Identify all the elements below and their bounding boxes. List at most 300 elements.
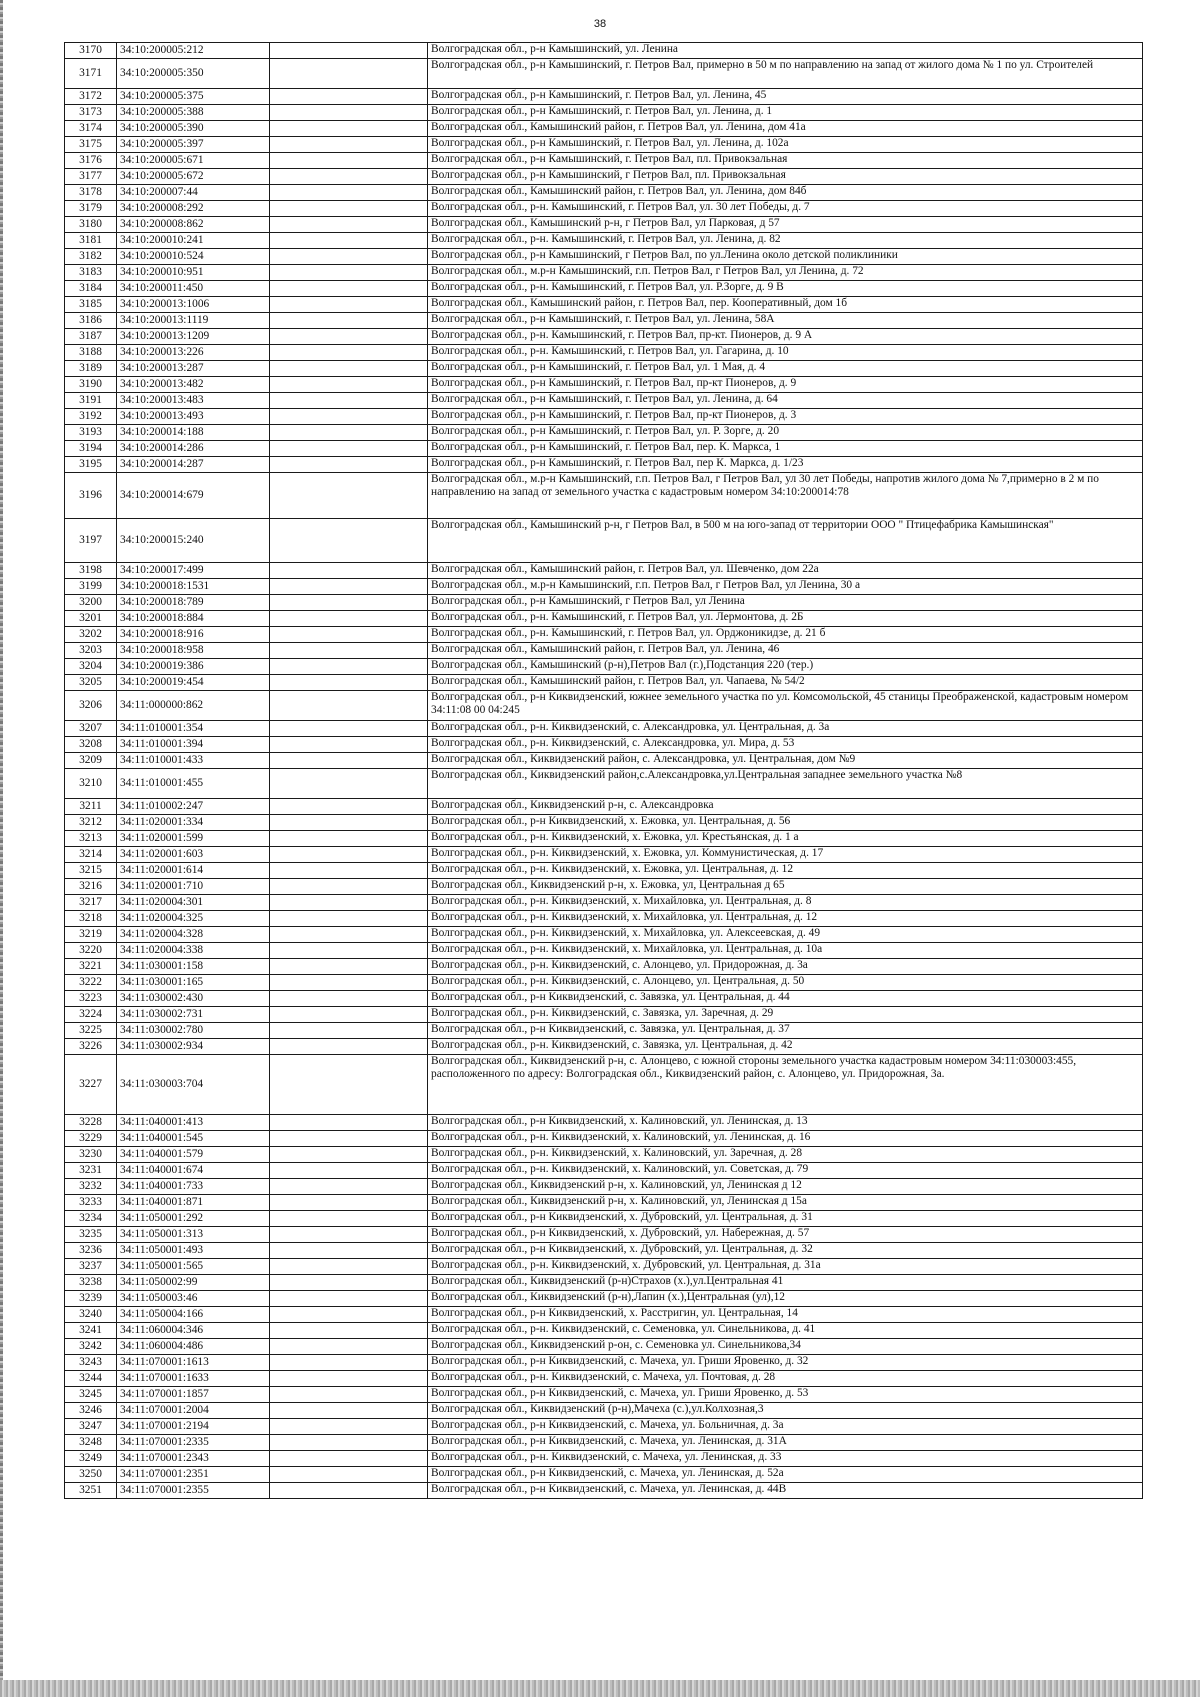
table-row <box>65 233 1143 249</box>
cadastral-number: 34:10:200013:493 <box>117 409 270 425</box>
row-number: 3228 <box>65 1115 117 1131</box>
table-row <box>65 1451 1143 1467</box>
address-cell: Волгоградская обл., р-н. Камышинский, г. Петров Вал, ул. Гагарина, д. 10 <box>428 345 1143 361</box>
empty-cell <box>270 799 428 815</box>
address-cell: Волгоградская обл., р-н. Камышинский, г. Петров Вал, ул. Р.Зорге, д. 9 В <box>428 281 1143 297</box>
row-number: 3208 <box>65 737 117 753</box>
cadastral-number: 34:11:000000:862 <box>117 691 270 721</box>
empty-cell <box>270 1007 428 1023</box>
row-number: 3236 <box>65 1243 117 1259</box>
row-number: 3197 <box>65 519 117 563</box>
empty-cell <box>270 1371 428 1387</box>
address-cell: Волгоградская обл., р-н Киквидзенский, х. Дубровский, ул. Центральная, д. 32 <box>428 1243 1143 1259</box>
table-row <box>65 519 1143 563</box>
table-row <box>65 393 1143 409</box>
table-row <box>65 345 1143 361</box>
row-number: 3170 <box>65 43 117 59</box>
empty-cell <box>270 1403 428 1419</box>
empty-cell <box>270 675 428 691</box>
address-cell: Волгоградская обл., р-н Камышинский, г. Петров Вал, пр-кт Пионеров, д. 9 <box>428 377 1143 393</box>
row-number: 3199 <box>65 579 117 595</box>
table-row <box>65 1023 1143 1039</box>
row-number: 3250 <box>65 1467 117 1483</box>
address-cell: Волгоградская обл., р-н. Киквидзенский, с. Алонцево, ул. Придорожная, д. 3а <box>428 959 1143 975</box>
empty-cell <box>270 737 428 753</box>
address-cell: Волгоградская обл., Камышинский (р-н),Петров Вал (г.),Подстанция 220 (тер.) <box>428 659 1143 675</box>
empty-cell <box>270 329 428 345</box>
row-number: 3183 <box>65 265 117 281</box>
cadastral-number: 34:10:200014:188 <box>117 425 270 441</box>
table-row <box>65 1211 1143 1227</box>
row-number: 3217 <box>65 895 117 911</box>
row-number: 3210 <box>65 769 117 799</box>
row-number: 3223 <box>65 991 117 1007</box>
cadastral-number: 34:11:010001:394 <box>117 737 270 753</box>
row-number: 3171 <box>65 59 117 89</box>
address-cell: Волгоградская обл., р-н Камышинский, г Петров Вал, по ул.Ленина около детской поликлиники <box>428 249 1143 265</box>
table-row <box>65 911 1143 927</box>
row-number: 3173 <box>65 105 117 121</box>
address-cell: Волгоградская обл., м.р-н Камышинский, г.п. Петров Вал, г Петров Вал, ул Ленина, 30 а <box>428 579 1143 595</box>
address-cell: Волгоградская обл., р-н. Киквидзенский, с. Алонцево, ул. Центральная, д. 50 <box>428 975 1143 991</box>
cadastral-number: 34:10:200007:44 <box>117 185 270 201</box>
empty-cell <box>270 265 428 281</box>
address-cell: Волгоградская обл., р-н Киквидзенский, с. Мачеха, ул. Больничная, д. 3а <box>428 1419 1143 1435</box>
empty-cell <box>270 457 428 473</box>
cadastral-number: 34:11:020004:301 <box>117 895 270 911</box>
address-cell: Волгоградская обл., Камышинский район, г. Петров Вал, ул. Ленина, 46 <box>428 643 1143 659</box>
table-row <box>65 1007 1143 1023</box>
empty-cell <box>270 611 428 627</box>
empty-cell <box>270 1023 428 1039</box>
cadastral-number: 34:11:040001:545 <box>117 1131 270 1147</box>
cadastral-number: 34:11:030002:780 <box>117 1023 270 1039</box>
cadastral-number: 34:11:020004:328 <box>117 927 270 943</box>
table-row <box>65 659 1143 675</box>
cadastral-number: 34:11:030003:704 <box>117 1055 270 1115</box>
row-number: 3241 <box>65 1323 117 1339</box>
row-number: 3172 <box>65 89 117 105</box>
address-cell: Волгоградская обл., р-н. Киквидзенский, с. Мачеха, ул. Ленинская, д. 33 <box>428 1451 1143 1467</box>
row-number: 3191 <box>65 393 117 409</box>
cadastral-number: 34:10:200018:789 <box>117 595 270 611</box>
cadastral-number: 34:10:200013:1006 <box>117 297 270 313</box>
address-cell: Волгоградская обл., р-н. Киквидзенский, с. Александровка, ул. Мира, д. 53 <box>428 737 1143 753</box>
address-cell: Волгоградская обл., р-н. Киквидзенский, х. Михайловка, ул. Центральная, д. 12 <box>428 911 1143 927</box>
table-row <box>65 105 1143 121</box>
empty-cell <box>270 1307 428 1323</box>
empty-cell <box>270 927 428 943</box>
table-row <box>65 137 1143 153</box>
empty-cell <box>270 879 428 895</box>
empty-cell <box>270 959 428 975</box>
cadastral-number: 34:10:200014:287 <box>117 457 270 473</box>
empty-cell <box>270 137 428 153</box>
table-row <box>65 1387 1143 1403</box>
row-number: 3239 <box>65 1291 117 1307</box>
cadastral-number: 34:10:200013:482 <box>117 377 270 393</box>
row-number: 3209 <box>65 753 117 769</box>
cadastral-number: 34:11:020004:338 <box>117 943 270 959</box>
address-cell: Волгоградская обл., р-н. Камышинский, г. Петров Вал, ул. Лермонтова, д. 2Б <box>428 611 1143 627</box>
cadastral-number: 34:10:200008:292 <box>117 201 270 217</box>
empty-cell <box>270 377 428 393</box>
cadastral-number: 34:10:200019:454 <box>117 675 270 691</box>
address-cell: Волгоградская обл., Киквидзенский р-н, х. Ежовка, ул, Центральная д 65 <box>428 879 1143 895</box>
cadastral-number: 34:11:050003:46 <box>117 1291 270 1307</box>
address-cell: Волгоградская обл., р-н. Камышинский, г. Петров Вал, ул. 30 лет Победы, д. 7 <box>428 201 1143 217</box>
row-number: 3192 <box>65 409 117 425</box>
cadastral-number: 34:10:200019:386 <box>117 659 270 675</box>
address-cell: Волгоградская обл., Киквидзенский р-н, х. Калиновский, ул, Ленинская д 15а <box>428 1195 1143 1211</box>
page-number: 38 <box>593 18 607 30</box>
row-number: 3190 <box>65 377 117 393</box>
row-number: 3187 <box>65 329 117 345</box>
address-cell: Волгоградская обл., Киквидзенский район,с.Александровка,ул.Центральная западнее земельного участка №8 <box>428 769 1143 799</box>
table-row <box>65 473 1143 519</box>
cadastral-number: 34:10:200011:450 <box>117 281 270 297</box>
cadastral-number: 34:10:200018:916 <box>117 627 270 643</box>
address-cell: Волгоградская обл., Камышинский район, г. Петров Вал, ул. Ленина, дом 84б <box>428 185 1143 201</box>
row-number: 3246 <box>65 1403 117 1419</box>
table-row <box>65 815 1143 831</box>
address-cell: Волгоградская обл., Камышинский р-н, г Петров Вал, в 500 м на юго-запад от территории ООО " Птицефабрика Камышинская" <box>428 519 1143 563</box>
address-cell: Волгоградская обл., Киквидзенский р-он, с. Семеновка ул. Синельникова,34 <box>428 1339 1143 1355</box>
row-number: 3230 <box>65 1147 117 1163</box>
table-row <box>65 1147 1143 1163</box>
address-cell: Волгоградская обл., р-н Камышинский, г. Петров Вал, ул. Ленина, 45 <box>428 89 1143 105</box>
row-number: 3198 <box>65 563 117 579</box>
row-number: 3226 <box>65 1039 117 1055</box>
address-cell: Волгоградская обл., р-н Киквидзенский, с. Мачеха, ул. Гриши Яровенко, д. 53 <box>428 1387 1143 1403</box>
row-number: 3235 <box>65 1227 117 1243</box>
row-number: 3212 <box>65 815 117 831</box>
row-number: 3185 <box>65 297 117 313</box>
table-row <box>65 425 1143 441</box>
cadastral-number: 34:11:030002:731 <box>117 1007 270 1023</box>
table-row <box>65 377 1143 393</box>
row-number: 3234 <box>65 1211 117 1227</box>
row-number: 3176 <box>65 153 117 169</box>
table-row <box>65 1307 1143 1323</box>
cadastral-number: 34:11:020001:334 <box>117 815 270 831</box>
cadastral-number: 34:10:200005:212 <box>117 43 270 59</box>
row-number: 3181 <box>65 233 117 249</box>
empty-cell <box>270 393 428 409</box>
address-cell: Волгоградская обл., р-н. Киквидзенский, х. Ежовка, ул. Коммунистическая, д. 17 <box>428 847 1143 863</box>
table-row <box>65 737 1143 753</box>
address-cell: Волгоградская обл., р-н Камышинский, г. Петров Вал, ул. Р. Зорге, д. 20 <box>428 425 1143 441</box>
table-row <box>65 563 1143 579</box>
row-number: 3245 <box>65 1387 117 1403</box>
row-number: 3174 <box>65 121 117 137</box>
row-number: 3242 <box>65 1339 117 1355</box>
address-cell: Волгоградская обл., р-н. Киквидзенский, с. Завязка, ул. Центральная, д. 42 <box>428 1039 1143 1055</box>
address-cell: Волгоградская обл., Киквидзенский район, с. Александровка, ул. Центральная, дом №9 <box>428 753 1143 769</box>
table-row <box>65 627 1143 643</box>
empty-cell <box>270 1339 428 1355</box>
address-cell: Волгоградская обл., р-н Камышинский, г. Петров Вал, ул. Ленина, д. 102а <box>428 137 1143 153</box>
row-number: 3188 <box>65 345 117 361</box>
address-cell: Волгоградская обл., р-н Камышинский, г. Петров Вал, пр-кт Пионеров, д. 3 <box>428 409 1143 425</box>
table-row <box>65 1403 1143 1419</box>
row-number: 3225 <box>65 1023 117 1039</box>
address-cell: Волгоградская обл., р-н Камышинский, г. Петров Вал, пл. Привокзальная <box>428 153 1143 169</box>
cadastral-number: 34:11:050004:166 <box>117 1307 270 1323</box>
address-cell: Волгоградская обл., р-н. Киквидзенский, х. Калиновский, ул. Заречная, д. 28 <box>428 1147 1143 1163</box>
address-cell: Волгоградская обл., Киквидзенский (р-н),Лапин (х.),Центральная (ул),12 <box>428 1291 1143 1307</box>
empty-cell <box>270 863 428 879</box>
cadastral-registry-table <box>64 42 1143 1499</box>
row-number: 3186 <box>65 313 117 329</box>
address-cell: Волгоградская обл., р-н. Киквидзенский, х. Михайловка, ул. Центральная, д. 8 <box>428 895 1143 911</box>
table-row <box>65 441 1143 457</box>
empty-cell <box>270 627 428 643</box>
cadastral-number: 34:10:200010:951 <box>117 265 270 281</box>
table-row <box>65 831 1143 847</box>
address-cell: Волгоградская обл., р-н. Киквидзенский, х. Ежовка, ул. Центральная, д. 12 <box>428 863 1143 879</box>
row-number: 3175 <box>65 137 117 153</box>
address-cell: Волгоградская обл., р-н Камышинский, г. Петров Вал, ул. 1 Мая, д. 4 <box>428 361 1143 377</box>
cadastral-number: 34:11:010001:433 <box>117 753 270 769</box>
address-cell: Волгоградская обл., р-н. Киквидзенский, с. Мачеха, ул. Почтовая, д. 28 <box>428 1371 1143 1387</box>
cadastral-number: 34:11:070001:1857 <box>117 1387 270 1403</box>
cadastral-number: 34:10:200010:524 <box>117 249 270 265</box>
empty-cell <box>270 441 428 457</box>
row-number: 3238 <box>65 1275 117 1291</box>
table-row <box>65 1291 1143 1307</box>
cadastral-number: 34:11:050001:292 <box>117 1211 270 1227</box>
empty-cell <box>270 1243 428 1259</box>
cadastral-number: 34:11:010002:247 <box>117 799 270 815</box>
empty-cell <box>270 473 428 519</box>
table-row <box>65 169 1143 185</box>
row-number: 3219 <box>65 927 117 943</box>
table-row <box>65 1115 1143 1131</box>
cadastral-number: 34:11:010001:455 <box>117 769 270 799</box>
address-cell: Волгоградская обл., р-н. Киквидзенский, х. Михайловка, ул. Центральная, д. 10а <box>428 943 1143 959</box>
address-cell: Волгоградская обл., м.р-н Камышинский, г.п. Петров Вал, г Петров Вал, ул 30 лет Победы, напротив жилого дома № 7,примерно в 2 м по направлению на запад от земельного участка с кадастровым номером 34:10:200014:78 <box>428 473 1143 519</box>
address-cell: Волгоградская обл., р-н Камышинский, г. Петров Вал, примерно в 50 м по направлению на запад от жилого дома № 1 по ул. Строителей <box>428 59 1143 89</box>
address-cell: Волгоградская обл., р-н Киквидзенский, с. Мачеха, ул. Ленинская, д. 44В <box>428 1483 1143 1499</box>
cadastral-number: 34:10:200013:1119 <box>117 313 270 329</box>
cadastral-number: 34:11:030002:430 <box>117 991 270 1007</box>
address-cell: Волгоградская обл., р-н Киквидзенский, х. Расстригин, ул. Центральная, 14 <box>428 1307 1143 1323</box>
row-number: 3224 <box>65 1007 117 1023</box>
cadastral-number: 34:11:030001:158 <box>117 959 270 975</box>
cadastral-number: 34:10:200015:240 <box>117 519 270 563</box>
table-row <box>65 1243 1143 1259</box>
cadastral-number: 34:11:070001:2355 <box>117 1483 270 1499</box>
table-row <box>65 975 1143 991</box>
table-row <box>65 1435 1143 1451</box>
row-number: 3177 <box>65 169 117 185</box>
empty-cell <box>270 691 428 721</box>
empty-cell <box>270 1039 428 1055</box>
address-cell: Волгоградская обл., Киквидзенский (р-н)Страхов (х.),ул.Центральная 41 <box>428 1275 1143 1291</box>
cadastral-number: 34:10:200018:1531 <box>117 579 270 595</box>
empty-cell <box>270 1179 428 1195</box>
row-number: 3189 <box>65 361 117 377</box>
empty-cell <box>270 1163 428 1179</box>
table-row <box>65 769 1143 799</box>
address-cell: Волгоградская обл., р-н. Киквидзенский, х. Калиновский, ул. Ленинская, д. 16 <box>428 1131 1143 1147</box>
table-row <box>65 281 1143 297</box>
table-row <box>65 1339 1143 1355</box>
table-row <box>65 201 1143 217</box>
table-row <box>65 579 1143 595</box>
cadastral-number: 34:10:200005:375 <box>117 89 270 105</box>
address-cell: Волгоградская обл., р-н Киквидзенский, с. Завязка, ул. Центральная, д. 37 <box>428 1023 1143 1039</box>
cadastral-number: 34:10:200014:679 <box>117 473 270 519</box>
empty-cell <box>270 1483 428 1499</box>
cadastral-number: 34:10:200013:226 <box>117 345 270 361</box>
row-number: 3211 <box>65 799 117 815</box>
empty-cell <box>270 425 428 441</box>
address-cell: Волгоградская обл., Киквидзенский р-н, х. Калиновский, ул, Ленинская д 12 <box>428 1179 1143 1195</box>
address-cell: Волгоградская обл., р-н. Киквидзенский, х. Ежовка, ул. Крестьянская, д. 1 а <box>428 831 1143 847</box>
cadastral-number: 34:10:200013:287 <box>117 361 270 377</box>
address-cell: Волгоградская обл., р-н Киквидзенский, южнее земельного участка по ул. Комсомольской, 45 станицы Преображенской, кадастровым номером 34:11:08 00 04:245 <box>428 691 1143 721</box>
address-cell: Волгоградская обл., р-н. Киквидзенский, с. Семеновка, ул. Синельникова, д. 41 <box>428 1323 1143 1339</box>
row-number: 3194 <box>65 441 117 457</box>
empty-cell <box>270 201 428 217</box>
cadastral-number: 34:11:050001:313 <box>117 1227 270 1243</box>
empty-cell <box>270 911 428 927</box>
address-cell: Волгоградская обл., р-н Киквидзенский, с. Мачеха, ул. Гриши Яровенко, д. 32 <box>428 1355 1143 1371</box>
cadastral-number: 34:10:200008:862 <box>117 217 270 233</box>
address-cell: Волгоградская обл., Камышинский р-н, г Петров Вал, ул Парковая, д 57 <box>428 217 1143 233</box>
empty-cell <box>270 895 428 911</box>
table-row <box>65 847 1143 863</box>
cadastral-number: 34:10:200005:390 <box>117 121 270 137</box>
empty-cell <box>270 1147 428 1163</box>
row-number: 3215 <box>65 863 117 879</box>
address-cell: Волгоградская обл., Киквидзенский р-н, с. Алонцево, с южной стороны земельного участка кадастровым номером 34:11:030003:455, расположенного по адресу: Волгоградская обл., Киквидзенский район, с. Алонцево, ул. Придорожная, 3а. <box>428 1055 1143 1115</box>
table-row <box>65 297 1143 313</box>
cadastral-number: 34:11:020001:614 <box>117 863 270 879</box>
table-row <box>65 457 1143 473</box>
empty-cell <box>270 313 428 329</box>
address-cell: Волгоградская обл., р-н Киквидзенский, с. Завязка, ул. Центральная, д. 44 <box>428 991 1143 1007</box>
table-row <box>65 1131 1143 1147</box>
empty-cell <box>270 105 428 121</box>
table-row <box>65 329 1143 345</box>
address-cell: Волгоградская обл., р-н Киквидзенский, х. Калиновский, ул. Ленинская, д. 13 <box>428 1115 1143 1131</box>
table-row <box>65 927 1143 943</box>
empty-cell <box>270 721 428 737</box>
table-row <box>65 59 1143 89</box>
table-row <box>65 1179 1143 1195</box>
empty-cell <box>270 753 428 769</box>
empty-cell <box>270 643 428 659</box>
cadastral-number: 34:11:020004:325 <box>117 911 270 927</box>
empty-cell <box>270 361 428 377</box>
empty-cell <box>270 1419 428 1435</box>
row-number: 3247 <box>65 1419 117 1435</box>
cadastral-number: 34:10:200005:350 <box>117 59 270 89</box>
empty-cell <box>270 233 428 249</box>
address-cell: Волгоградская обл., р-н. Киквидзенский, х. Калиновский, ул. Советская, д. 79 <box>428 1163 1143 1179</box>
empty-cell <box>270 847 428 863</box>
table-row <box>65 1163 1143 1179</box>
row-number: 3204 <box>65 659 117 675</box>
table-row <box>65 1355 1143 1371</box>
empty-cell <box>270 121 428 137</box>
empty-cell <box>270 659 428 675</box>
row-number: 3233 <box>65 1195 117 1211</box>
cadastral-number: 34:10:200018:958 <box>117 643 270 659</box>
address-cell: Волгоградская обл., р-н Камышинский, г. Петров Вал, пер. К. Маркса, 1 <box>428 441 1143 457</box>
address-cell: Волгоградская обл., р-н Киквидзенский, х. Дубровский, ул. Центральная, д. 31 <box>428 1211 1143 1227</box>
empty-cell <box>270 519 428 563</box>
table-row <box>65 265 1143 281</box>
address-cell: Волгоградская обл., р-н. Камышинский, г. Петров Вал, ул. Орджоникидзе, д. 21 б <box>428 627 1143 643</box>
registry-table-body <box>65 43 1143 1499</box>
row-number: 3229 <box>65 1131 117 1147</box>
table-row <box>65 1483 1143 1499</box>
table-row <box>65 1227 1143 1243</box>
address-cell: Волгоградская обл., Камышинский район, г. Петров Вал, пер. Кооперативный, дом 1б <box>428 297 1143 313</box>
table-row <box>65 1055 1143 1115</box>
row-number: 3182 <box>65 249 117 265</box>
table-row <box>65 863 1143 879</box>
address-cell: Волгоградская обл., Камышинский район, г. Петров Вал, ул. Шевченко, дом 22а <box>428 563 1143 579</box>
address-cell: Волгоградская обл., р-н Камышинский, г. Петров Вал, ул. Ленина, д. 64 <box>428 393 1143 409</box>
empty-cell <box>270 1227 428 1243</box>
empty-cell <box>270 1131 428 1147</box>
cadastral-number: 34:11:020001:603 <box>117 847 270 863</box>
row-number: 3203 <box>65 643 117 659</box>
cadastral-number: 34:10:200014:286 <box>117 441 270 457</box>
empty-cell <box>270 217 428 233</box>
empty-cell <box>270 1055 428 1115</box>
address-cell: Волгоградская обл., р-н Камышинский, г Петров Вал, ул Ленина <box>428 595 1143 611</box>
row-number: 3195 <box>65 457 117 473</box>
cadastral-number: 34:11:070001:1613 <box>117 1355 270 1371</box>
cadastral-number: 34:10:200005:388 <box>117 105 270 121</box>
empty-cell <box>270 1195 428 1211</box>
empty-cell <box>270 1435 428 1451</box>
empty-cell <box>270 975 428 991</box>
empty-cell <box>270 943 428 959</box>
cadastral-number: 34:11:040001:674 <box>117 1163 270 1179</box>
empty-cell <box>270 1467 428 1483</box>
address-cell: Волгоградская обл., Киквидзенский р-н, с. Александровка <box>428 799 1143 815</box>
address-cell: Волгоградская обл., р-н. Киквидзенский, х. Михайловка, ул. Алексеевская, д. 49 <box>428 927 1143 943</box>
table-row <box>65 313 1143 329</box>
cadastral-number: 34:11:070001:2004 <box>117 1403 270 1419</box>
empty-cell <box>270 59 428 89</box>
empty-cell <box>270 153 428 169</box>
cadastral-number: 34:11:030002:934 <box>117 1039 270 1055</box>
empty-cell <box>270 991 428 1007</box>
scan-left-edge <box>0 0 3 1697</box>
row-number: 3244 <box>65 1371 117 1387</box>
row-number: 3180 <box>65 217 117 233</box>
cadastral-number: 34:11:070001:2194 <box>117 1419 270 1435</box>
empty-cell <box>270 815 428 831</box>
row-number: 3200 <box>65 595 117 611</box>
empty-cell <box>270 579 428 595</box>
table-row <box>65 753 1143 769</box>
row-number: 3221 <box>65 959 117 975</box>
empty-cell <box>270 169 428 185</box>
table-row <box>65 595 1143 611</box>
table-row <box>65 1039 1143 1055</box>
table-row <box>65 643 1143 659</box>
table-row <box>65 991 1143 1007</box>
